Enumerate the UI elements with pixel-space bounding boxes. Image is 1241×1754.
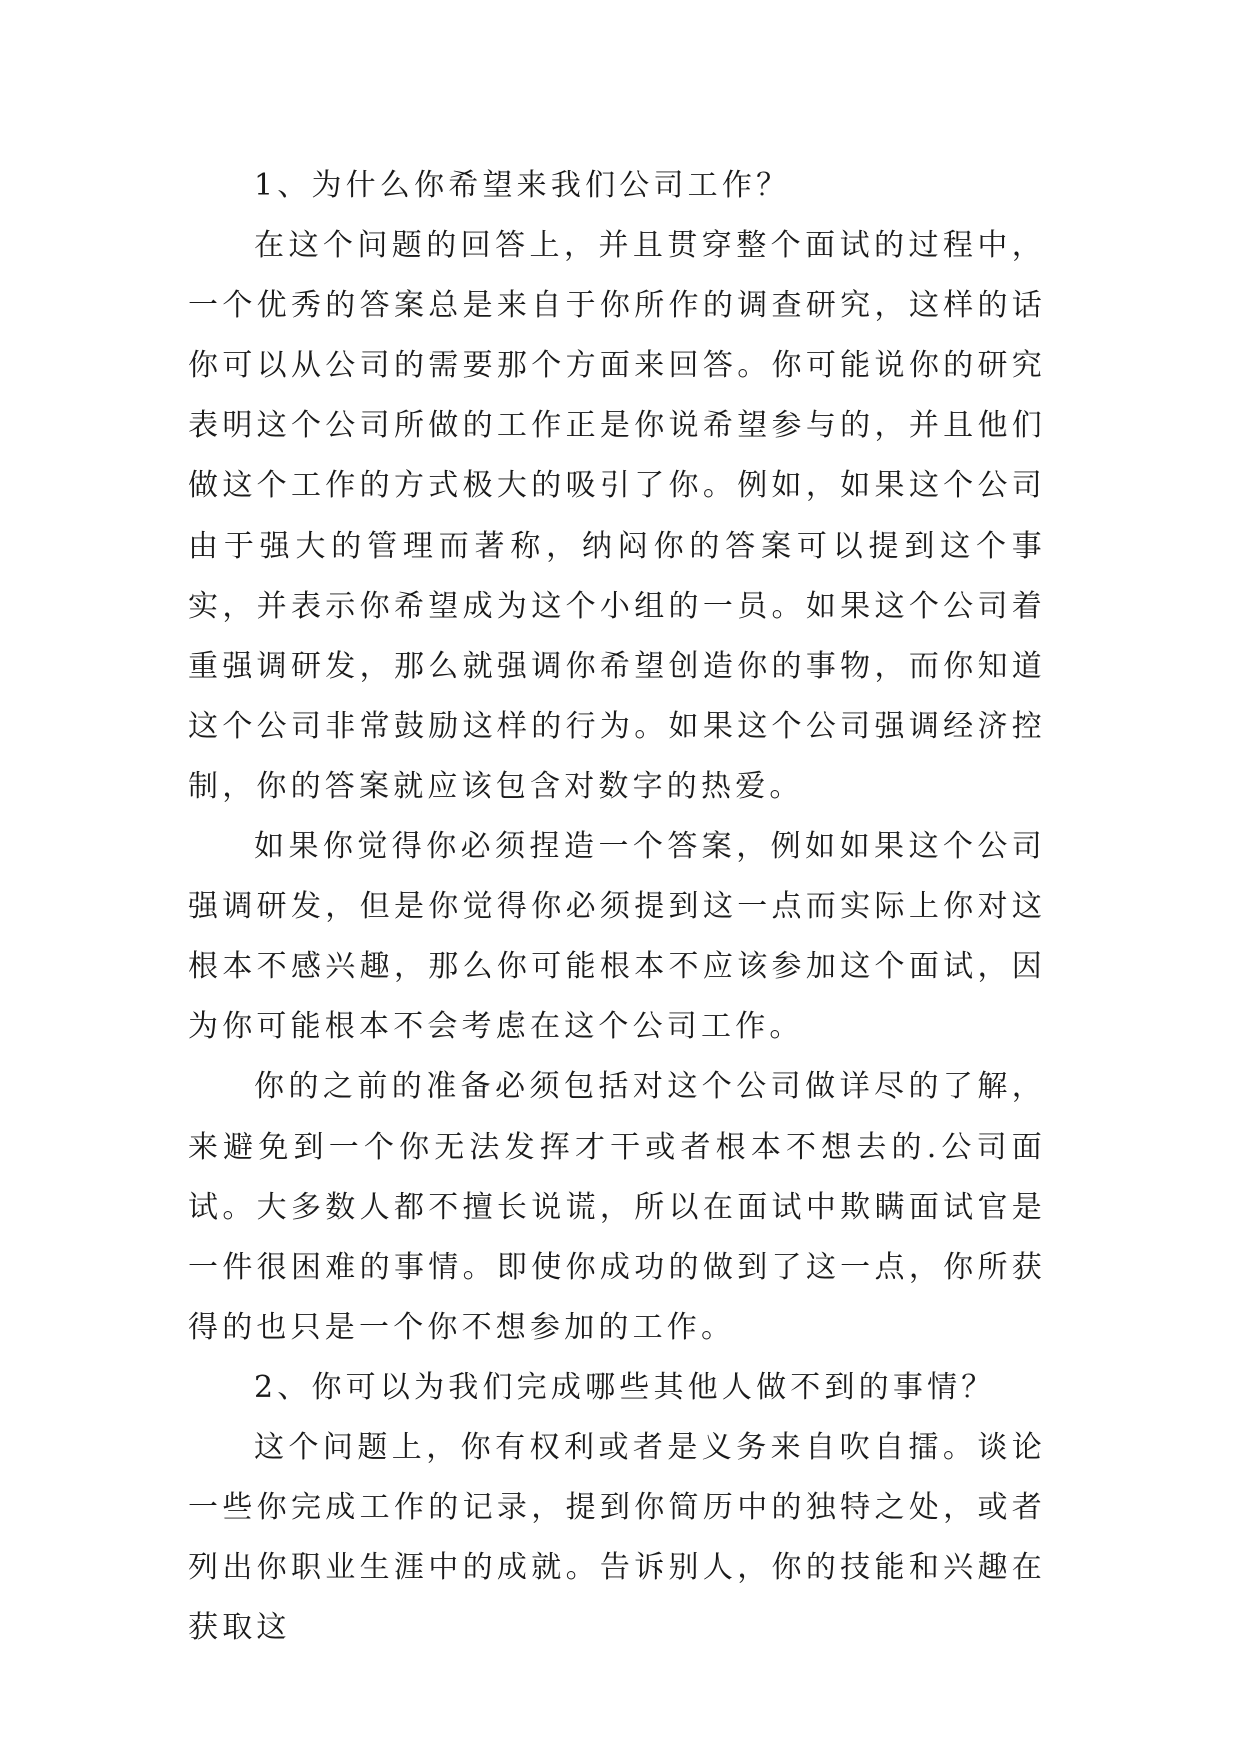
question-1-heading: 1、为什么你希望来我们公司工作？ bbox=[254, 168, 791, 203]
question-2-heading: 2、你可以为我们完成哪些其他人做不到的事情？ bbox=[254, 1369, 996, 1405]
answer-2-paragraph-1: 这个问题上，你有权利或者是义务来自吹自擂。谈论一些你完成工作的记录，提到你简历中的独特之处，或者列出你职业生涯中的成就。告诉别人，你的技能和兴趣在获取这 bbox=[188, 1429, 1046, 1646]
answer-1-paragraph-1: 在这个问题的回答上，并且贯穿整个面试的过程中，一个优秀的答案总是来自于你所作的调查研究，这样的话你可以从公司的需要那个方面来回答。你可能说你的研究表明这个公司所做的工作正是你说希望参与的，并且他们做这个工作的方式极大的吸引了你。例如，如果这个公司由于强大的管理而著称，纳闷你的答案可以提到这个事实，并表示你希望成为这个小组的一员。如果这个公司着重强调研发，那么就强调你希望创造你的事物，而你知道这个公司非常鼓励这样的行为。如果这个公司强调经济控制，你的答案就应该包含对数字的热爱。 bbox=[188, 228, 1046, 804]
answer-1-paragraph-3: 你的之前的准备必须包括对这个公司做详尽的了解，来避免到一个你无法发挥才干或者根本不想去的.公司面试。大多数人都不擅长说谎，所以在面试中欺瞒面试官是一件很困难的事情。即使你成功的做到了这一点，你所获得的也只是一个你不想参加的工作。 bbox=[188, 1069, 1046, 1345]
answer-1-paragraph-2: 如果你觉得你必须捏造一个答案，例如如果这个公司强调研发，但是你觉得你必须提到这一点而实际上你对这根本不感兴趣，那么你可能根本不应该参加这个面试，因为你可能根本不会考虑在这个公司工作。 bbox=[188, 829, 1046, 1045]
document-body bbox=[188, 156, 1046, 1658]
